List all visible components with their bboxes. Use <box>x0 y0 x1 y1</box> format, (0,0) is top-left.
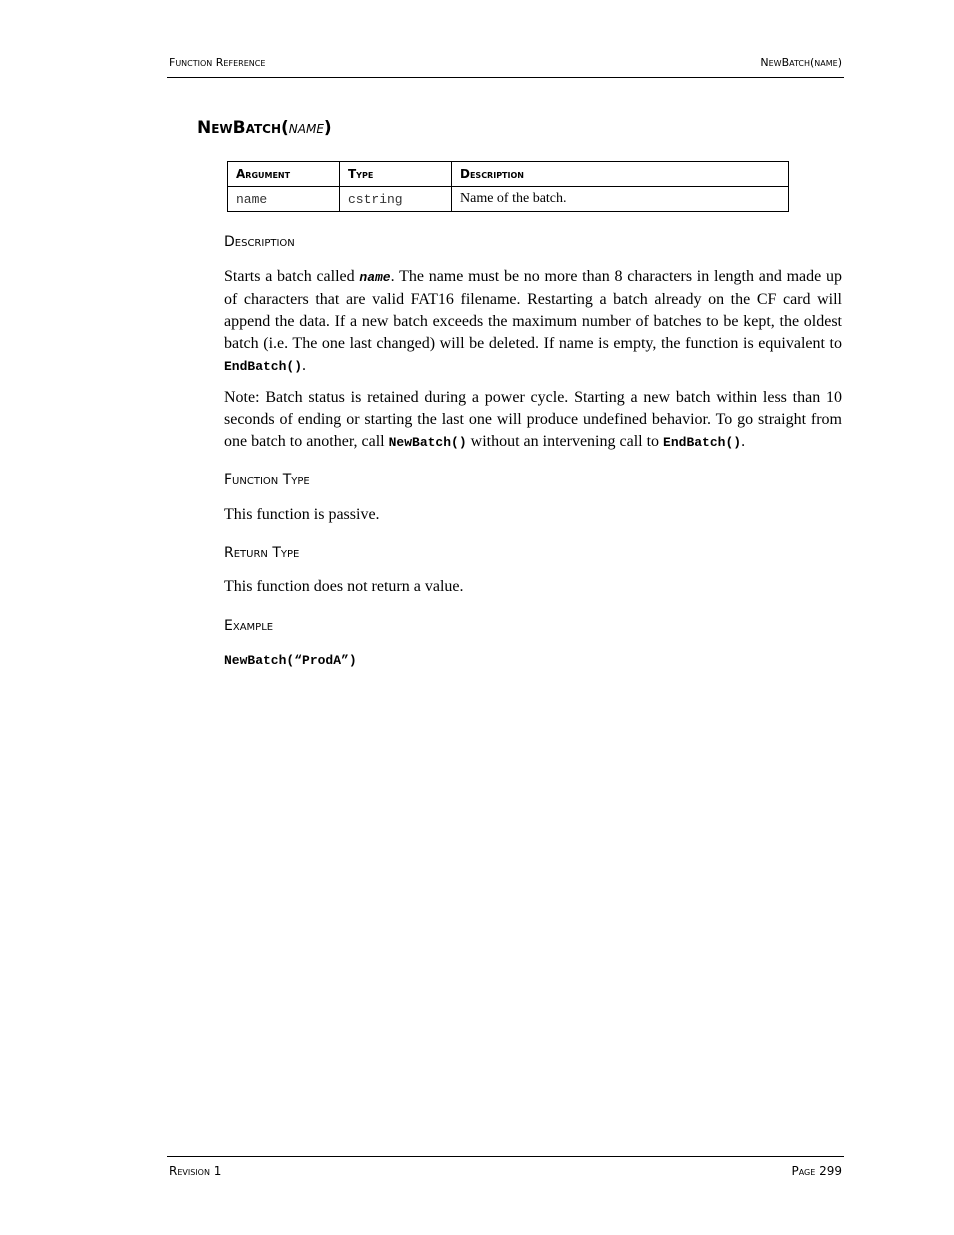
header-function-name: NewBatch(name) <box>760 56 842 69</box>
description-paragraph-1 <box>224 266 842 378</box>
inline-code-name: name <box>359 270 391 285</box>
text-run: Starts a batch called <box>224 268 360 285</box>
example-heading: Example <box>224 618 274 634</box>
text-run: . <box>302 357 307 374</box>
description-heading: Description <box>224 234 295 250</box>
table-row <box>228 187 789 212</box>
footer-revision: Revision 1 <box>169 1164 222 1178</box>
text-run: . <box>741 433 746 450</box>
function-title <box>197 118 332 138</box>
text-run: without an intervening call to <box>466 433 664 450</box>
running-header <box>167 56 844 78</box>
header-section-title: Function Reference <box>169 56 266 69</box>
column-header-type: Type <box>340 162 452 187</box>
arguments-table <box>227 161 789 212</box>
inline-code-newbatch: NewBatch() <box>388 435 467 450</box>
function-type-text: This function is passive. <box>224 506 380 523</box>
footer-page-number: Page 299 <box>791 1164 842 1178</box>
function-title-close: ) <box>323 118 332 138</box>
description-paragraph-2 <box>224 387 842 454</box>
cell-description: Name of the batch. <box>452 187 789 212</box>
running-footer <box>167 1156 844 1179</box>
text-run: Note: Batch status is retained during a power cycle. Starting a new batch within less than 10 seconds of ending or starting the last one will produce undefined behavior. To go straight from one batch to another, call <box>224 389 842 450</box>
column-header-argument: Argument <box>228 162 340 187</box>
inline-code-endbatch: EndBatch() <box>663 435 742 450</box>
example-code: NewBatch(“ProdA”) <box>224 653 357 668</box>
table-header-row <box>228 162 789 187</box>
text-run: . The name must be no more than 8 characters in length and made up of characters that are valid FAT16 filename. Restarting a batch already on the CF card will append the data. If a new batch exceeds the maximum number of batches to be kept, the oldest batch (i.e. The one last changed) will be deleted. If name is empty, the function is equivalent to <box>224 268 842 352</box>
cell-type: cstring <box>340 187 452 212</box>
function-title-name: NewBatch( <box>197 118 289 138</box>
cell-argument: name <box>228 187 340 212</box>
return-type-text: This function does not return a value. <box>224 578 464 595</box>
function-type-heading: Function Type <box>224 472 310 488</box>
inline-code-endbatch: EndBatch() <box>224 359 303 374</box>
return-type-heading: Return Type <box>224 545 300 561</box>
function-title-arg: name <box>288 118 324 138</box>
column-header-description: Description <box>452 162 789 187</box>
